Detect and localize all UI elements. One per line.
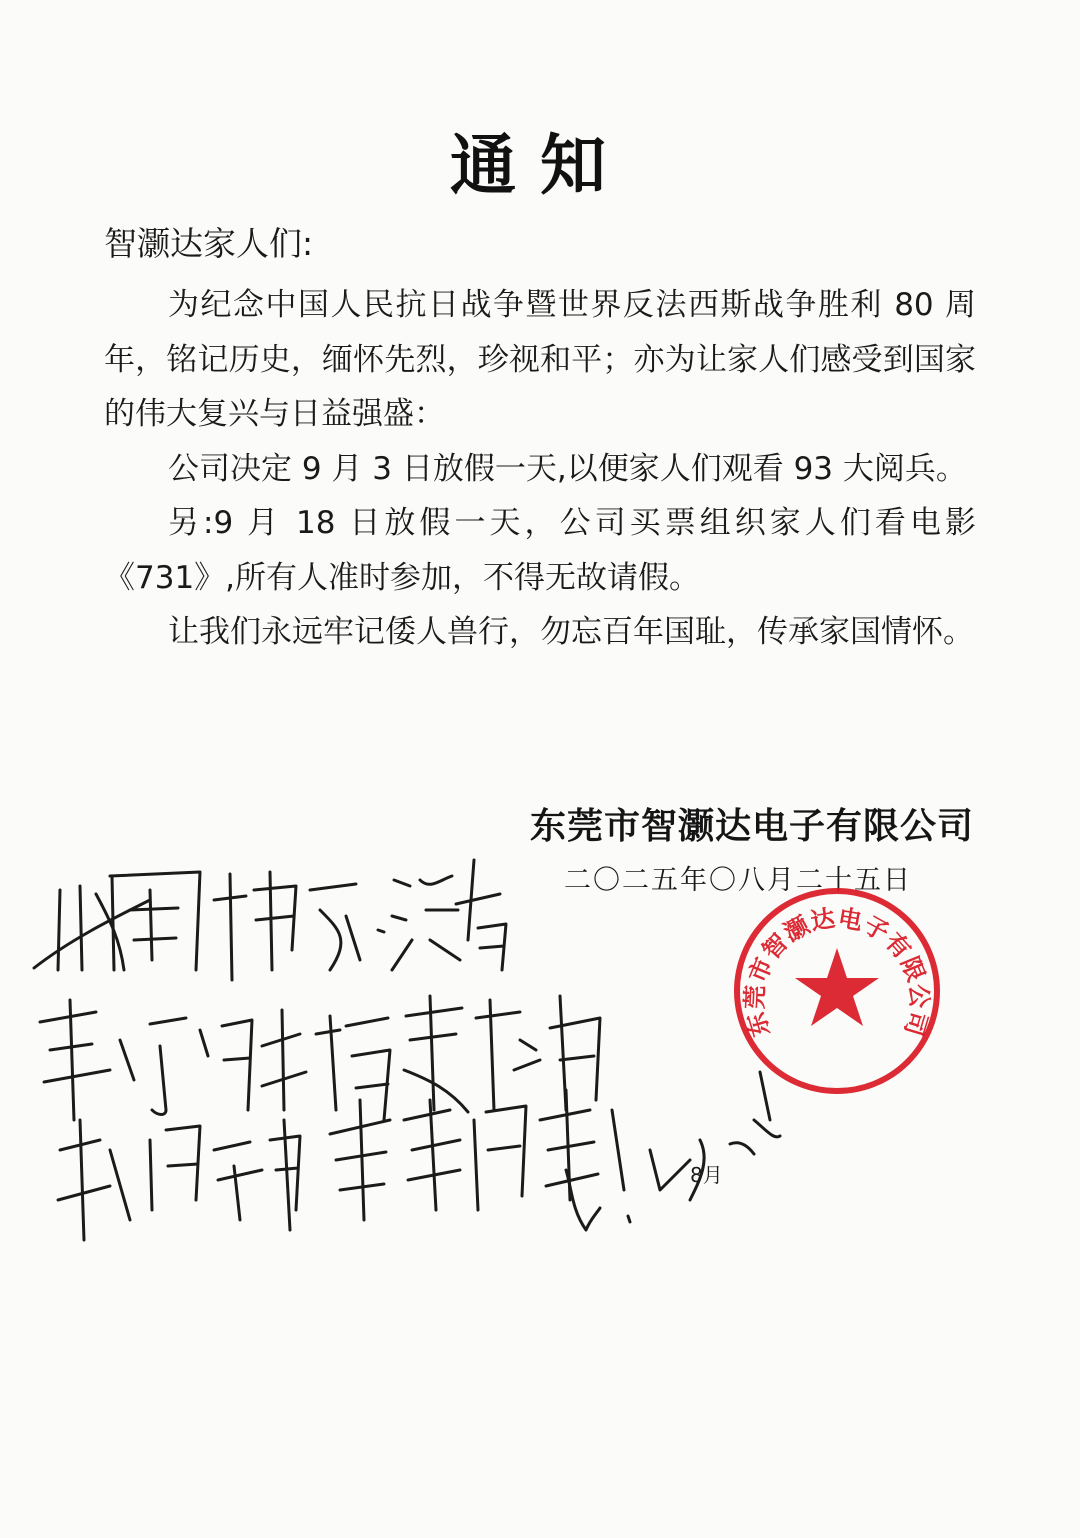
paragraph: 为纪念中国人民抗日战争暨世界反法西斯战争胜利 80 周年，铭记历史，缅怀先烈，珍视和平；亦为让家人们感受到国家的伟大复兴与日益强盛：	[104, 287, 976, 432]
notice-body	[104, 278, 976, 660]
handwritten-note	[0, 820, 1080, 1340]
paragraph: 让我们永远牢记倭人兽行，勿忘百年国耻，传承家国情怀。	[168, 614, 974, 650]
notice-title: 通知	[450, 126, 630, 204]
paragraph: 另:9 月 18 日放假一天，公司买票组织家人们看电影《731》,所有人准时参加，不得无故请假。	[104, 505, 976, 596]
seal-text: 东莞市智灏达电子有限公司	[740, 903, 934, 1041]
company-name: 东莞市智灏达电子有限公司	[529, 806, 974, 847]
paragraph: 公司决定 9 月 3 日放假一天,以便家人们观看 93 大阅兵。	[168, 450, 967, 487]
notice-date: 二〇二五年〇八月二十五日	[564, 865, 912, 896]
signature-date: 8月	[690, 1163, 723, 1187]
greeting: 智灏达家人们:	[104, 224, 314, 263]
